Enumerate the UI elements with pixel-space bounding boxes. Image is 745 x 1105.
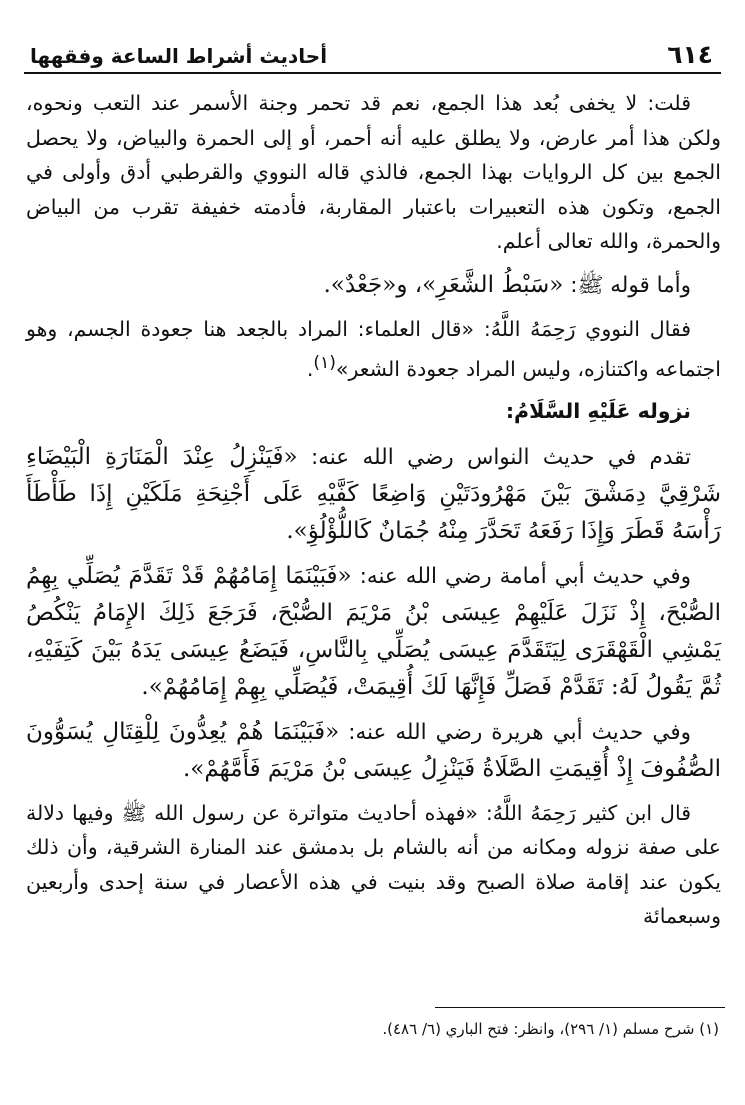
paragraph-end: .: [306, 356, 314, 381]
footnote: (١) شرح مسلم (١/ ٢٩٦)، وانظر: فتح الباري (٦/ ٤٨٦).: [382, 1020, 719, 1038]
hadith-quote: «سَبْطُ الشَّعَرِ»، و«جَعْدٌ».: [323, 271, 564, 298]
paragraph-ibn-kathir: قال ابن كثير رَحِمَهُ اللَّهُ: «فهذه أحاديث متواترة عن رسول الله ﷺ وفيها دلالة على صفة نزوله ومكانه من أنه بالشام بل بدمشق عند المنارة الشرقية، وأن ذلك يكون عند إقامة صلاة الصبح وقد بنيت في هذه الأعصار في سنة إحدى وأربعين وسبعمائة: [26, 800, 721, 929]
paragraph-text: وفي حديث أبي هريرة رضي الله عنه:: [339, 719, 691, 745]
paragraph-nawawi: [26, 312, 721, 387]
paragraph-text: فقال النووي رَحِمَهُ اللَّهُ: «قال العلماء: المراد بالجعد هنا جعودة الجسم، وهو اجتماعه واكتنازه، وليس المراد جعودة الشعر»: [26, 316, 721, 381]
page-number: ٦١٤: [667, 40, 713, 69]
hadith-quote: «فَيَنْزِلُ عِنْدَ الْمَنَارَةِ الْبَيْضَاءِ شَرْقِيَّ دِمَشْقَ بَيْنَ مَهْرُودَتَيْنِ وَاضِعًا كَفَّيْهِ عَلَى أَجْنِحَةِ مَلَكَيْنِ إِذَا طَأْطَأَ رَأْسَهُ قَطَرَ وَإِذَا رَفَعَهُ تَحَدَّرَ مِنْهُ جُمَانٌ كَاللُّؤْلُؤِ».: [26, 443, 721, 544]
paragraph-text: تقدم في حديث النواس رضي الله عنه:: [297, 444, 691, 470]
paragraph-hair-description: [26, 267, 721, 304]
footnote-divider: [435, 1007, 725, 1008]
paragraph-umamah-hadith: [26, 558, 721, 706]
hadith-quote: «فَبَيْنَمَا إِمَامُهُمْ قَدْ تَقَدَّمَ يُصَلِّي بِهِمُ الصُّبْحَ، إِذْ نَزَلَ عَلَيْهِمْ عِيسَى بْنُ مَرْيَمَ الصُّبْحَ، فَرَجَعَ ذَلِكَ الإِمَامُ يَنْكُصُ يَمْشِي الْقَهْقَرَى لِيَتَقَدَّمَ عِيسَى يُصَلِّي بِالنَّاسِ، فَيَضَعُ عِيسَى يَدَهُ بَيْنَ كَتِفَيْهِ، ثُمَّ يَقُولُ لَهُ: تَقَدَّمْ فَصَلِّ فَإِنَّهَا لَكَ أُقِيمَتْ، فَيُصَلِّي بِهِمْ إِمَامُهُمْ».: [26, 562, 721, 700]
footnote-reference: (١): [313, 353, 336, 373]
main-text: [26, 86, 721, 942]
paragraph-hurairah-hadith: [26, 714, 721, 788]
running-title: أحاديث أشراط الساعة وفقهها: [30, 44, 328, 68]
section-heading: نزوله عَلَيْهِ السَّلَامُ:: [505, 399, 691, 424]
hadith-quote: «فَبَيْنَمَا هُمْ يُعِدُّونَ لِلْقِتَالِ يُسَوُّونَ الصُّفُوفَ إِذْ أُقِيمَتِ الصَّلَاةُ فَيَنْزِلُ عِيسَى بْنُ مَرْيَمَ فَأَمَّهُمْ».: [26, 718, 721, 782]
paragraph-nawwas-hadith: [26, 439, 721, 550]
page-header: [24, 38, 721, 74]
paragraph-text: وأما قوله ﷺ:: [563, 272, 691, 298]
paragraph-commentary: قلت: لا يخفى بُعد هذا الجمع، نعم قد تحمر وجنة الأسمر عند التعب ونحوه، ولكن هذا أمر عارض، ولا يطلق عليه أنه أحمر، أو إلى الحمرة والبياض، ولا يحصل الجمع بين كل الروايات بهذا الجمع، فالذي قاله النووي والقرطبي أدق وأولى في الجمع، وتكون هذه التعبيرات باعتبار المقاربة، فأدمته خفيفة تقرب من البياض والحمرة، والله تعالى أعلم.: [26, 91, 721, 253]
paragraph-text: وفي حديث أبي أمامة رضي الله عنه:: [351, 563, 691, 589]
